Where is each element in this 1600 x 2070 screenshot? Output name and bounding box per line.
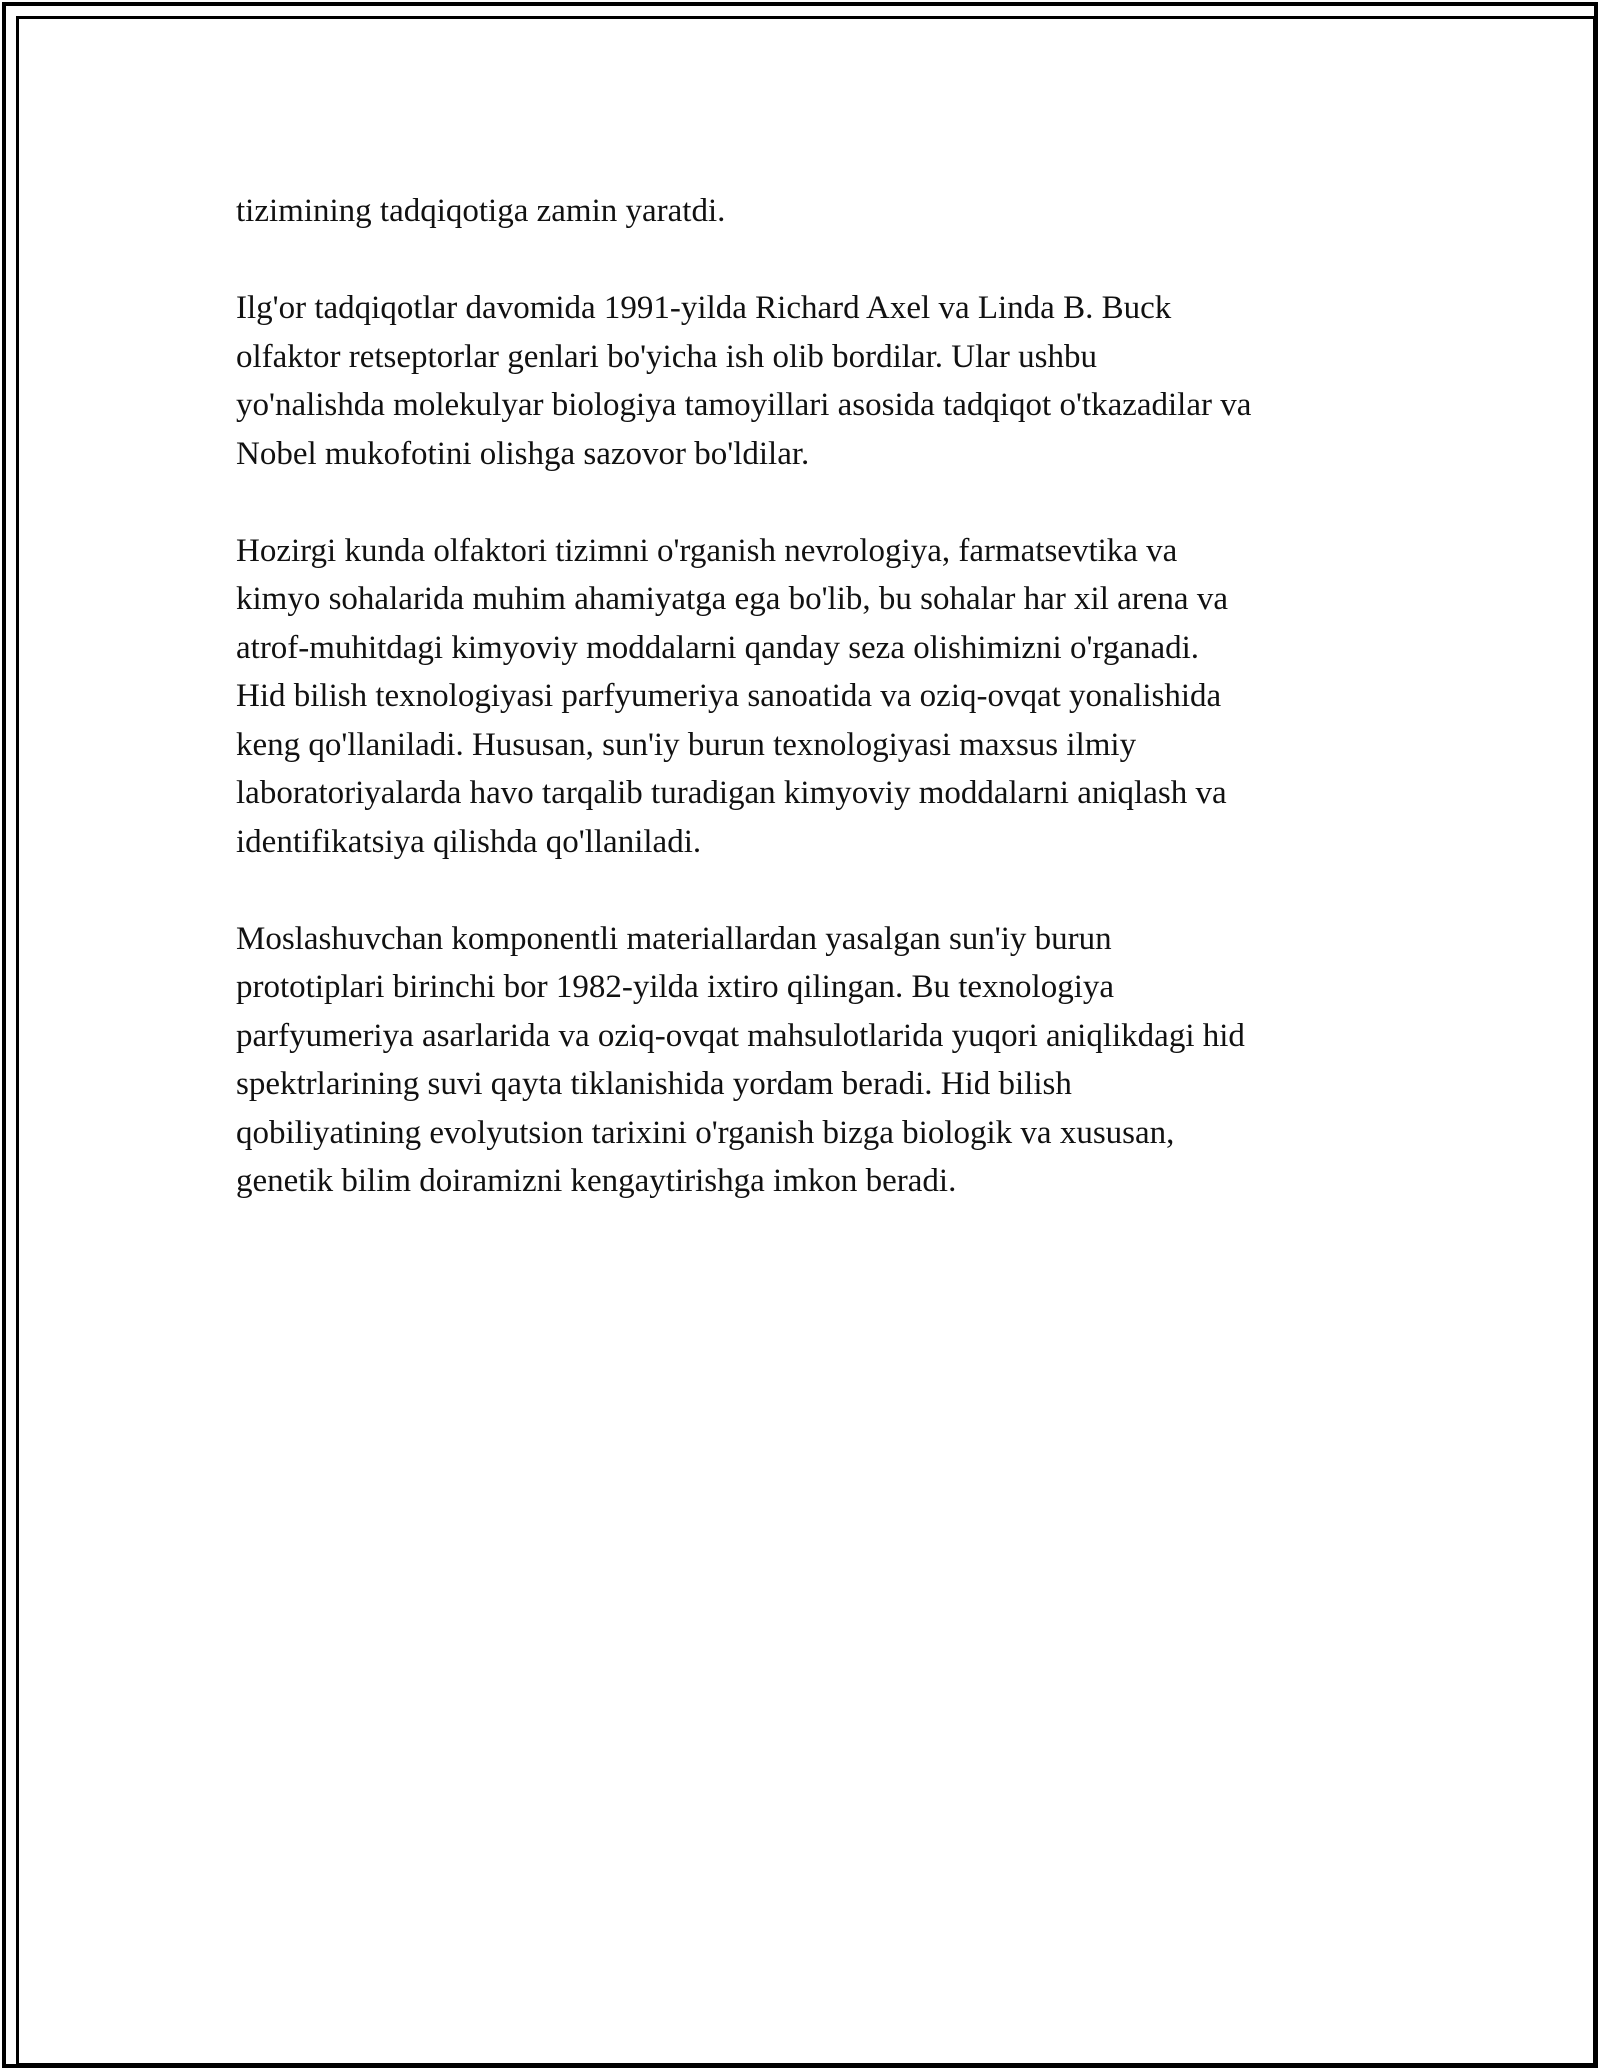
paragraph-line: spektrlarining suvi qayta tiklanishida yordam beradi. Hid bilish — [236, 1066, 1072, 1102]
paragraph-line: laboratoriyalarda havo tarqalib turadigan kimyoviy moddalarni aniqlash va — [236, 775, 1227, 811]
paragraph-1 — [236, 187, 1386, 236]
paragraph-line: genetik bilim doiramizni kengaytirishga imkon beradi. — [236, 1163, 957, 1199]
paragraph-line: yo'nalishda molekulyar biologiya tamoyillari asosida tadqiqot o'tkazadilar va — [236, 387, 1252, 423]
paragraph-2 — [236, 284, 1386, 478]
paragraph-3 — [236, 527, 1386, 867]
paragraph-line: qobiliyatining evolyutsion tarixini o'rganish bizga biologik va xususan, — [236, 1114, 1175, 1151]
paragraph-line: Moslashuvchan komponentli materiallardan yasalgan sun'iy burun — [236, 920, 1112, 957]
paragraph-line: kimyo sohalarida muhim ahamiyatga ega bo'lib, bu sohalar har xil arena va — [236, 581, 1228, 617]
document-body — [236, 187, 1386, 1254]
paragraph-line: atrof-muhitdagi kimyoviy moddalarni qanday seza olishimizni o'rganadi. — [236, 629, 1200, 666]
paragraph-line: Hid bilish texnologiyasi parfyumeriya sanoatida va oziq-ovqat yonalishida — [236, 678, 1222, 714]
paragraph-line: prototiplari birinchi bor 1982-yilda ixtiro qilingan. Bu texnologiya — [236, 969, 1115, 1005]
paragraph-line: identifikatsiya qilishda qo'llaniladi. — [236, 823, 702, 860]
paragraph-line: keng qo'llaniladi. Hususan, sun'iy burun texnologiyasi maxsus ilmiy — [236, 726, 1137, 763]
paragraph-line: Hozirgi kunda olfaktori tizimni o'rganish nevrologiya, farmatsevtika va — [236, 532, 1178, 569]
paragraph-line: tizimining tadqiqotiga zamin yaratdi. — [236, 193, 726, 229]
paragraph-line: parfyumeriya asarlarida va oziq-ovqat mahsulotlarida yuqori aniqlikdagi hid — [236, 1017, 1245, 1054]
paragraph-line: Nobel mukofotini olishga sazovor bo'ldilar. — [236, 435, 810, 472]
paragraph-line: Ilg'or tadqiqotlar davomida 1991-yilda Richard Axel va Linda B. Buck — [236, 290, 1172, 326]
paragraph-line: olfaktor retseptorlar genlari bo'yicha ish olib bordilar. Ular ushbu — [236, 338, 1097, 375]
paragraph-4 — [236, 915, 1386, 1206]
